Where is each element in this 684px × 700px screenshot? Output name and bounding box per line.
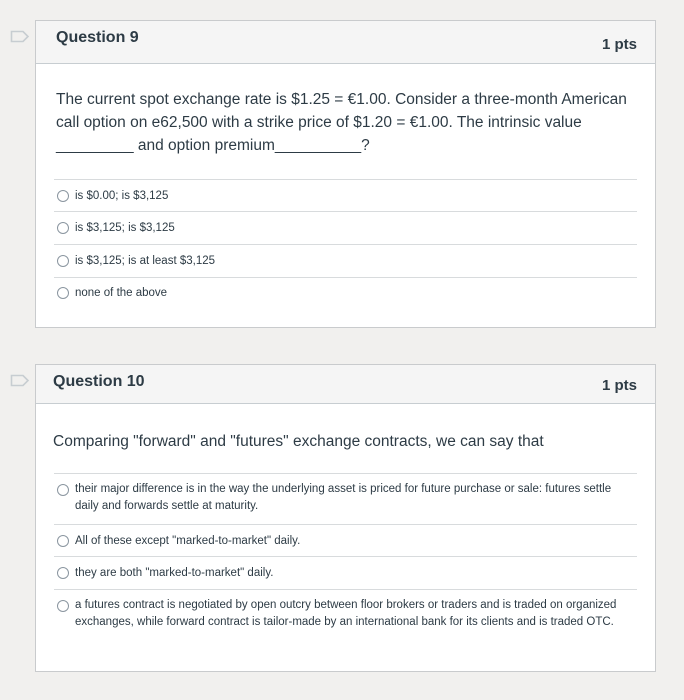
answer-text: none of the above bbox=[75, 287, 168, 299]
answer-option[interactable] bbox=[54, 589, 637, 659]
radio-button[interactable] bbox=[57, 567, 69, 579]
bookmark-icon[interactable] bbox=[10, 30, 30, 43]
answer-text: is $3,125; is $3,125 bbox=[75, 222, 175, 234]
radio-button[interactable] bbox=[57, 535, 69, 547]
answer-text: their major difference is in the way the underlying asset is priced for future purchase or sale: futures settle daily and forwards settle at maturity. bbox=[75, 483, 612, 512]
radio-button[interactable] bbox=[57, 222, 69, 234]
question-10-header bbox=[36, 365, 655, 404]
question-text bbox=[56, 88, 627, 157]
radio-button[interactable] bbox=[57, 484, 69, 496]
answer-text: is $3,125; is at least $3,125 bbox=[75, 255, 216, 267]
answer-list bbox=[54, 179, 637, 310]
radio-button[interactable] bbox=[57, 255, 69, 267]
answer-option[interactable] bbox=[54, 473, 637, 524]
answer-list bbox=[54, 473, 637, 659]
answer-option[interactable] bbox=[54, 556, 637, 589]
answer-option[interactable] bbox=[54, 524, 637, 556]
radio-button[interactable] bbox=[57, 600, 69, 612]
question-text-line: call option on e62,500 with a strike price of $1.20 = €1.00. The intrinsic value bbox=[56, 114, 582, 131]
answer-text: they are both "marked-to-market" daily. bbox=[75, 567, 274, 579]
answer-text: a futures contract is negotiated by open outcry between floor brokers or traders and is traded on organized exchanges, while forward contract is tailor-made by an international bank for its clients and is traded OTC. bbox=[75, 599, 617, 628]
question-text bbox=[53, 430, 544, 453]
question-9-header bbox=[36, 21, 655, 64]
answer-option[interactable] bbox=[54, 244, 637, 277]
answer-option[interactable] bbox=[54, 277, 637, 310]
answer-option[interactable] bbox=[54, 179, 637, 211]
answer-text: is $0.00; is $3,125 bbox=[75, 190, 169, 202]
question-text-line: Comparing "forward" and "futures" exchange contracts, we can say that bbox=[53, 433, 544, 450]
answer-option[interactable] bbox=[54, 211, 637, 244]
question-title: Question 10 bbox=[53, 373, 145, 390]
question-text-line: The current spot exchange rate is $1.25 = €1.00. Consider a three-month American bbox=[56, 91, 627, 108]
radio-button[interactable] bbox=[57, 190, 69, 202]
bookmark-icon[interactable] bbox=[10, 374, 30, 387]
radio-button[interactable] bbox=[57, 287, 69, 299]
question-title: Question 9 bbox=[56, 29, 139, 46]
question-points: 1 pts bbox=[601, 36, 637, 53]
question-text-line: _________ and option premium__________? bbox=[56, 137, 370, 154]
answer-text: All of these except "marked-to-market" daily. bbox=[75, 535, 301, 547]
question-9-card bbox=[35, 20, 656, 328]
question-10-card bbox=[35, 364, 656, 672]
question-points: 1 pts bbox=[601, 377, 637, 394]
